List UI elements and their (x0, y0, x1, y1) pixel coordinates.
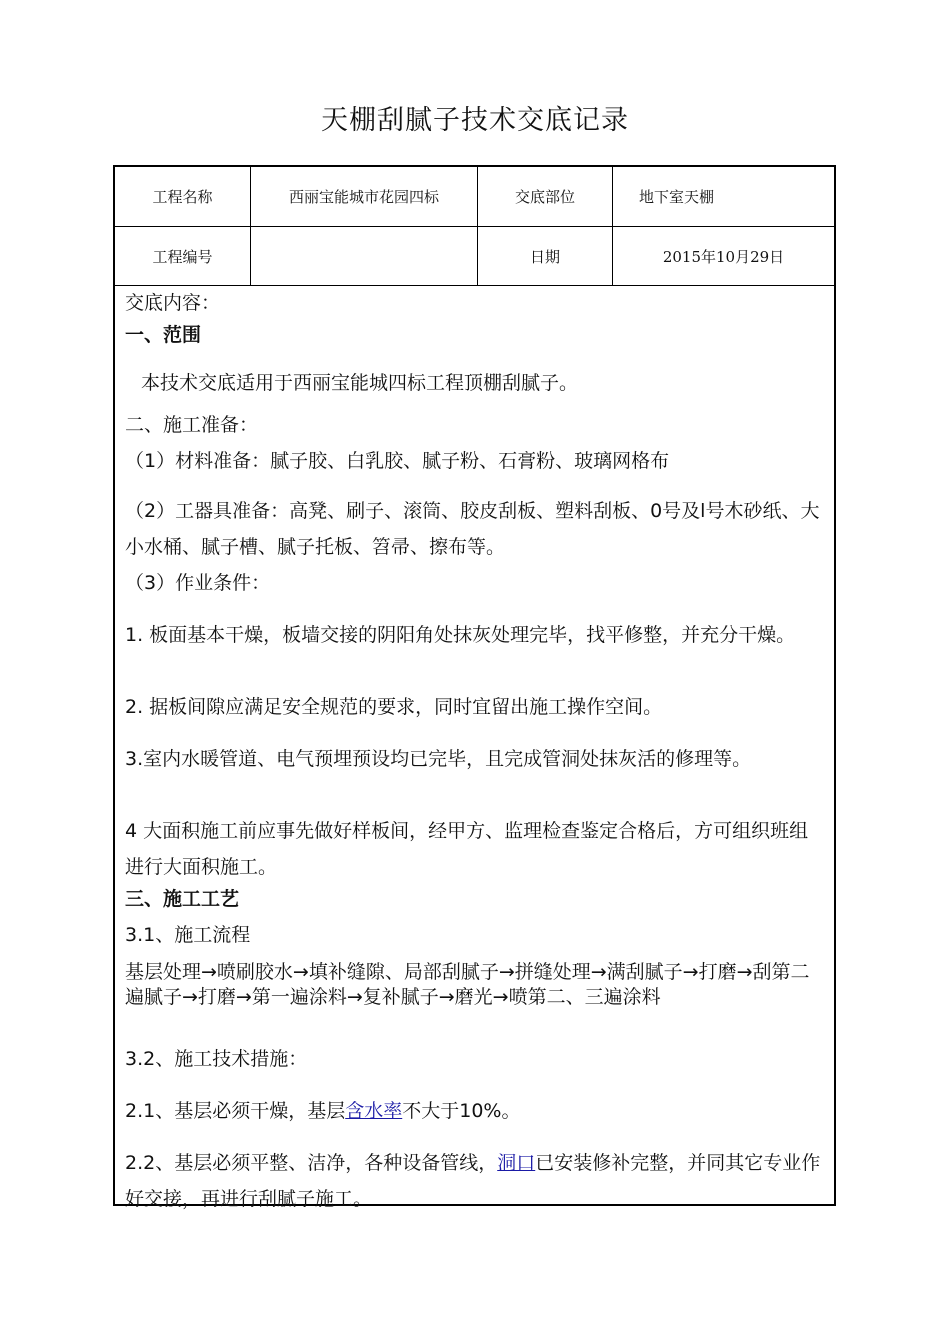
record-table (113, 165, 836, 1210)
measure-2-2-text: 2.2、基层必须平整、洁净，各种设备管线， (125, 1152, 498, 1174)
tools-preparation: （2）工器具准备：高凳、刷子、滚筒、胶皮刮板、塑料刮板、0号及l号木砂纸、大小水桶、腻子槽、腻子托板、笤帚、擦布等。 (125, 500, 820, 558)
measure-2-1-text: 2.1、基层必须干燥，基层 (125, 1100, 346, 1122)
document-title: 天棚刮腻子技术交底记录 (321, 105, 629, 136)
process-flow-title: 3.1、施工流程 (125, 924, 251, 946)
location-value: 地下室天棚 (639, 188, 715, 206)
location-label: 交底部位 (514, 188, 575, 206)
project-number-value (251, 227, 477, 285)
project-name-value: 西丽宝能城市花园四标 (288, 188, 439, 206)
condition-item-4: 4 大面积施工前应事先做好样板间，经甲方、监理检查鉴定合格后，方可组织班组进行大面积施工。 (125, 820, 809, 878)
process-flow-text: 基层处理→喷刷胶水→填补缝隙、局部刮腻子→拼缝处理→满刮腻子→打磨→刮第二遍腻子→打磨→第一遍涂料→复补腻子→磨光→喷第二、三遍涂料 (125, 961, 810, 1008)
opening-link[interactable]: 洞口 (497, 1152, 536, 1174)
moisture-content-link[interactable]: 含水率 (345, 1100, 403, 1122)
measure-item-2-2 (125, 1145, 826, 1217)
measure-2-2-text-end: 已安装修补完整，并同其它专业作好交接，再进行刮腻子施工。 (125, 1152, 821, 1210)
project-name-label: 工程名称 (152, 188, 213, 206)
condition-item-2: 2. 据板间隙应满足安全规范的要求，同时宜留出施工操作空间。 (125, 696, 663, 718)
condition-item-1: 1. 板面基本干燥，板墙交接的阴阳角处抹灰处理完毕，找平修整，并充分干燥。 (125, 624, 796, 646)
project-number-label: 工程编号 (152, 247, 213, 266)
date-value: 2015年10月29日 (662, 247, 785, 266)
date-label: 日期 (529, 247, 560, 266)
section-scope-text: 本技术交底适用于西丽宝能城四标工程顶棚刮腻子。 (141, 372, 579, 394)
section-preparation-title: 二、施工准备： (125, 414, 259, 436)
condition-item-3: 3.室内水暖管道、电气预埋预设均已完毕，且完成管洞处抹灰活的修理等。 (125, 748, 752, 770)
technical-measures-title: 3.2、施工技术措施： (125, 1048, 308, 1070)
section-process-title: 三、施工工艺 (125, 888, 240, 910)
materials-preparation: （1）材料准备：腻子胶、白乳胶、腻子粉、石膏粉、玻璃网格布 (125, 450, 670, 472)
measure-2-1-text-end: 不大于10%。 (402, 1100, 521, 1122)
content-heading: 交底内容： (125, 292, 221, 314)
section-scope-title: 一、范围 (125, 324, 202, 346)
measure-item-2-1 (125, 1093, 826, 1129)
work-conditions-title: （3）作业条件： (125, 572, 271, 594)
